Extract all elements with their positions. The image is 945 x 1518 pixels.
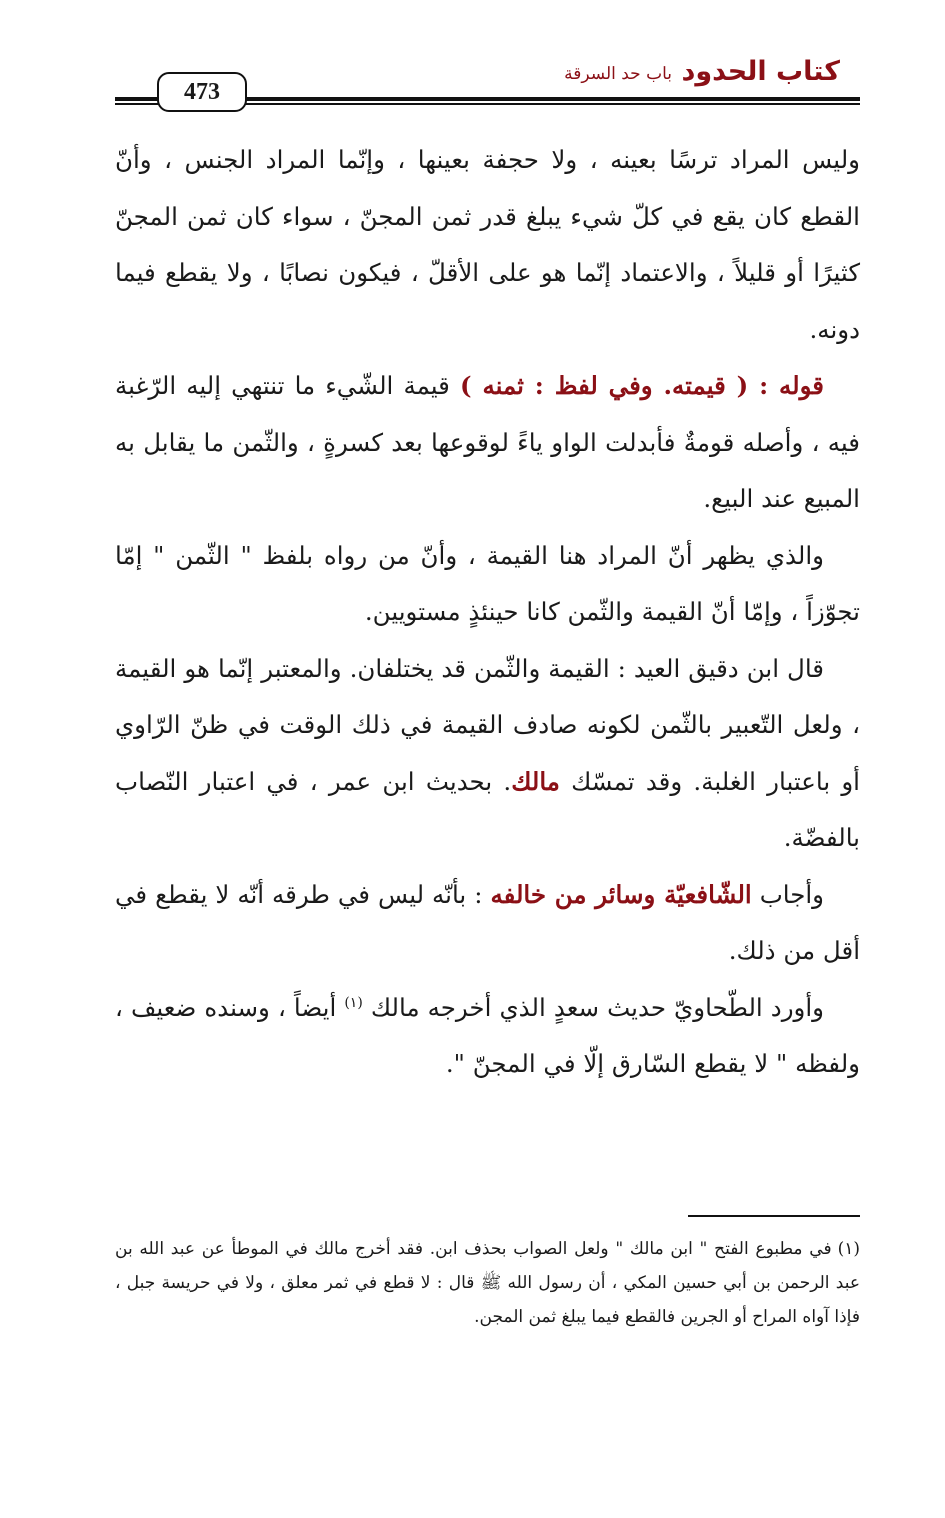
paragraph-2 [115,358,860,528]
paragraph-5 [115,867,860,980]
paragraph-6-after: أيضاً ، وسنده ضعيف ، ولفظه " لا يقطع السّارق إلّا في المجنّ ". [115,992,860,1078]
paragraph-5-before: وأجاب [751,879,825,909]
name-shafiiyya: الشّافعيّة وسائر من خالفه [490,879,752,909]
footnote [115,1232,860,1334]
paragraph-5-after: : بأنّه ليس في طرقه أنّه لا يقطع في أقل من ذلك. [115,879,860,965]
paragraph-4-after: . بحديث ابن عمر ، في اعتبار النّصاب بالفضّة. [115,766,860,852]
footnote-number: (١) [837,1239,860,1259]
page-number: 473 [157,72,247,112]
chapter-title: باب حد السرقة [564,64,672,84]
footnote-text: في مطبوع الفتح " ابن مالك " ولعل الصواب بحذف ابن. فقد أخرج مالك في الموطأ عن عبد الله بن عبد الرحمن بن أبي حسين المكي ، أن رسول الله ﷺ قال : لا قطع في ثمر معلق ، ولا في حريسة جبل ، فإذا آواه المراح أو الجرين فالقطع فيما يبلغ ثمن المجن. [115,1239,860,1327]
paragraph-4-before: قال ابن دقيق العيد : القيمة والثّمن قد يختلفان. والمعتبر إنّما هو القيمة ، ولعل التّعبير بالثّمن لكونه صادف القيمة في ذلك الوقت في ظنّ الرّاوي أو باعتبار الغلبة. وقد تمسّك [115,653,860,796]
paragraph-4 [115,641,860,867]
page-header [115,52,860,108]
paragraph-6-before: وأورد الطّحاويّ حديث سعدٍ الذي أخرجه مالك [362,992,824,1022]
paragraph-1: وليس المراد ترسًا بعينه ، ولا حجفة بعينها ، وإنّما المراد الجنس ، وأنّ القطع كان يقع في كلّ شيء يبلغ قدر ثمن المجنّ ، سواء كان ثمن المجنّ كثيرًا أو قليلاً ، والاعتماد إنّما هو على الأقلّ ، فيكون نصابًا ، ولا يقطع فيما دونه. [115,145,860,344]
paragraph-6 [115,980,860,1093]
book-title: كتاب الحدود [681,56,840,87]
main-text [115,132,860,1093]
paragraph-2-text: قيمة الشّيء ما تنتهي إليه الرّغبة فيه ، وأصله قومةٌ فأبدلت الواو ياءً لوقوعها بعد كسرةٍ ، والثّمن ما يقابل به المبيع عند البيع. [115,371,860,513]
footnote-separator [688,1215,860,1217]
quoted-phrase-label: قوله : ( قيمته. وفي لفظ : ثمنه ) [460,371,824,400]
footnote-reference[interactable]: (١) [344,994,363,1011]
name-malik: مالك [511,766,560,796]
paragraph-3: والذي يظهر أنّ المراد هنا القيمة ، وأنّ من رواه بلفظ " الثّمن " إمّا تجوّزاً ، وإمّا أنّ القيمة والثّمن كانا حينئذٍ مستويين. [115,540,860,626]
